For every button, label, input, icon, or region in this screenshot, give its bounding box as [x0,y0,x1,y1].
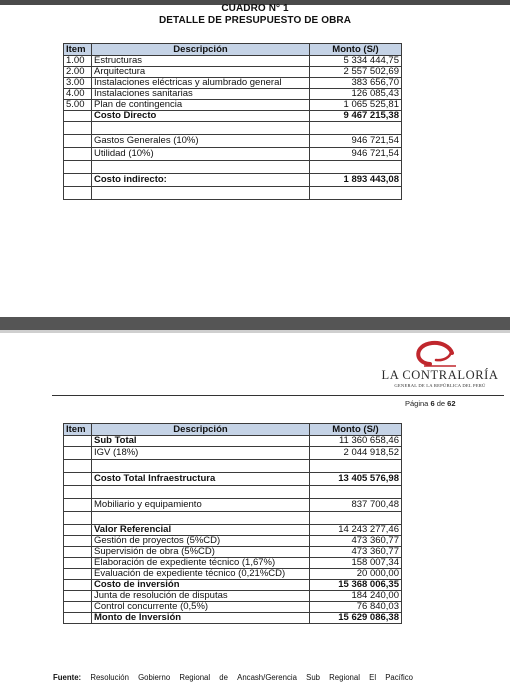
item-description: Arquitectura [92,67,310,78]
page-current: 6 [430,399,435,408]
contraloria-emblem-icon [380,336,500,368]
costo-inversion-amount: 15 368 006,35 [310,580,402,591]
subtotal-label: Sub Total [92,436,310,447]
table-row [64,56,402,67]
item-amount: 1 065 525,81 [310,100,402,111]
table-row [64,602,402,613]
table-row [64,78,402,89]
page-number [405,399,456,408]
item-description: Estructuras [92,56,310,67]
utilidad-label: Utilidad (10%) [92,148,310,161]
blank-row [64,161,402,174]
subtotal-amount: 11 360 658,46 [310,436,402,447]
item-amount: 383 656,70 [310,78,402,89]
logo-wordmark: LA CONTRALORÍA [381,368,499,382]
empty-cell [64,111,92,122]
col-header-item: Item [64,424,92,436]
gastos-label: Gastos Generales (10%) [92,135,310,148]
source-word: de [219,673,228,682]
source-word: Sub [306,673,320,682]
junta-label: Junta de resolución de disputas [92,591,310,602]
page-separator-word: de [436,399,446,408]
col-header-description: Descripción [92,424,310,436]
costo-total-label: Costo Total Infraestructura [92,473,310,486]
blank-row [64,512,402,525]
gastos-amount: 946 721,54 [310,135,402,148]
item-code: 1.00 [64,56,92,67]
table-row [64,67,402,78]
evaluacion-label: Evaluación de expediente técnico (0,21%CD) [92,569,310,580]
junta-amount: 184 240,00 [310,591,402,602]
costo-indirecto-amount: 1 893 443,08 [310,174,402,187]
source-word: Pacífico [385,673,413,682]
page-separator [0,317,510,330]
elaboracion-amount: 158 007,34 [310,558,402,569]
supervision-amount: 473 360,77 [310,547,402,558]
col-header-amount: Monto (S/) [310,44,402,56]
table-row [64,569,402,580]
subtotal-row [64,436,402,447]
costo-total-row [64,473,402,486]
blank-row [64,460,402,473]
item-code: 5.00 [64,100,92,111]
control-label: Control concurrente (0,5%) [92,602,310,613]
table-row [64,100,402,111]
costo-directo-label: Costo Directo [92,111,310,122]
header-rule [52,395,504,396]
item-amount: 126 085,43 [310,89,402,100]
evaluacion-amount: 20 000,00 [310,569,402,580]
costo-indirecto-label: Costo indirecto: [92,174,310,187]
item-code: 2.00 [64,67,92,78]
table-row [64,148,402,161]
table-row [64,499,402,512]
page-total: 62 [447,399,456,408]
source-note [53,673,413,682]
item-description: Plan de contingencia [92,100,310,111]
item-amount: 5 334 444,75 [310,56,402,67]
source-word: Gobierno [138,673,171,682]
costo-indirecto-row [64,174,402,187]
valor-amount: 14 243 277,46 [310,525,402,536]
page-prefix: Página [405,399,429,408]
col-header-item: Item [64,44,92,56]
costo-directo-row [64,111,402,122]
item-code: 3.00 [64,78,92,89]
empty-cell [64,174,92,187]
costo-total-amount: 13 405 576,98 [310,473,402,486]
gestion-amount: 473 360,77 [310,536,402,547]
table-header-row [64,44,402,56]
contraloria-logo [380,336,500,396]
logo-subtitle: GENERAL DE LA REPÚBLICA DEL PERÚ [394,383,486,388]
table-header-row [64,424,402,436]
control-amount: 76 840,03 [310,602,402,613]
blank-row [64,486,402,499]
supervision-label: Supervisión de obra (5%CD) [92,547,310,558]
table-row [64,536,402,547]
page-separator-shadow [0,330,510,333]
costo-directo-amount: 9 467 215,38 [310,111,402,122]
table-caption-title: DETALLE DE PRESUPUESTO DE OBRA [158,15,352,26]
igv-label: IGV (18%) [92,447,310,460]
budget-table-part1 [63,43,402,200]
blank-row [64,187,402,200]
item-amount: 2 557 502,69 [310,67,402,78]
costo-inversion-row [64,580,402,591]
igv-amount: 2 044 918,52 [310,447,402,460]
monto-amount: 15 629 086,38 [310,613,402,624]
blank-row [64,122,402,135]
source-label: Fuente: [53,673,82,682]
source-word: Resolución [90,673,129,682]
valor-referencial-row [64,525,402,536]
monto-inversion-row [64,613,402,624]
source-word: Ancash/Gerencia [237,673,297,682]
empty-cell [64,148,92,161]
table-row [64,89,402,100]
table-row [64,135,402,148]
source-word: El [369,673,377,682]
table-row [64,547,402,558]
mobiliario-label: Mobiliario y equipamiento [92,499,310,512]
col-header-description: Descripción [92,44,310,56]
item-description: Instalaciones sanitarias [92,89,310,100]
elaboracion-label: Elaboración de expediente técnico (1,67%) [92,558,310,569]
source-word: Regional [179,673,211,682]
utilidad-amount: 946 721,54 [310,148,402,161]
empty-cell [64,135,92,148]
monto-label: Monto de Inversión [92,613,310,624]
valor-label: Valor Referencial [92,525,310,536]
source-word: Regional [329,673,360,682]
table-row [64,558,402,569]
table-row [64,591,402,602]
gestion-label: Gestión de proyectos (5%CD) [92,536,310,547]
col-header-amount: Monto (S/) [310,424,402,436]
mobiliario-amount: 837 700,48 [310,499,402,512]
table-row [64,447,402,460]
item-description: Instalaciones eléctricas y alumbrado general [92,78,310,89]
table-caption-number: CUADRO N° 1 [221,3,289,14]
costo-inversion-label: Costo de inversión [92,580,310,591]
budget-table-part2 [63,423,402,624]
item-code: 4.00 [64,89,92,100]
